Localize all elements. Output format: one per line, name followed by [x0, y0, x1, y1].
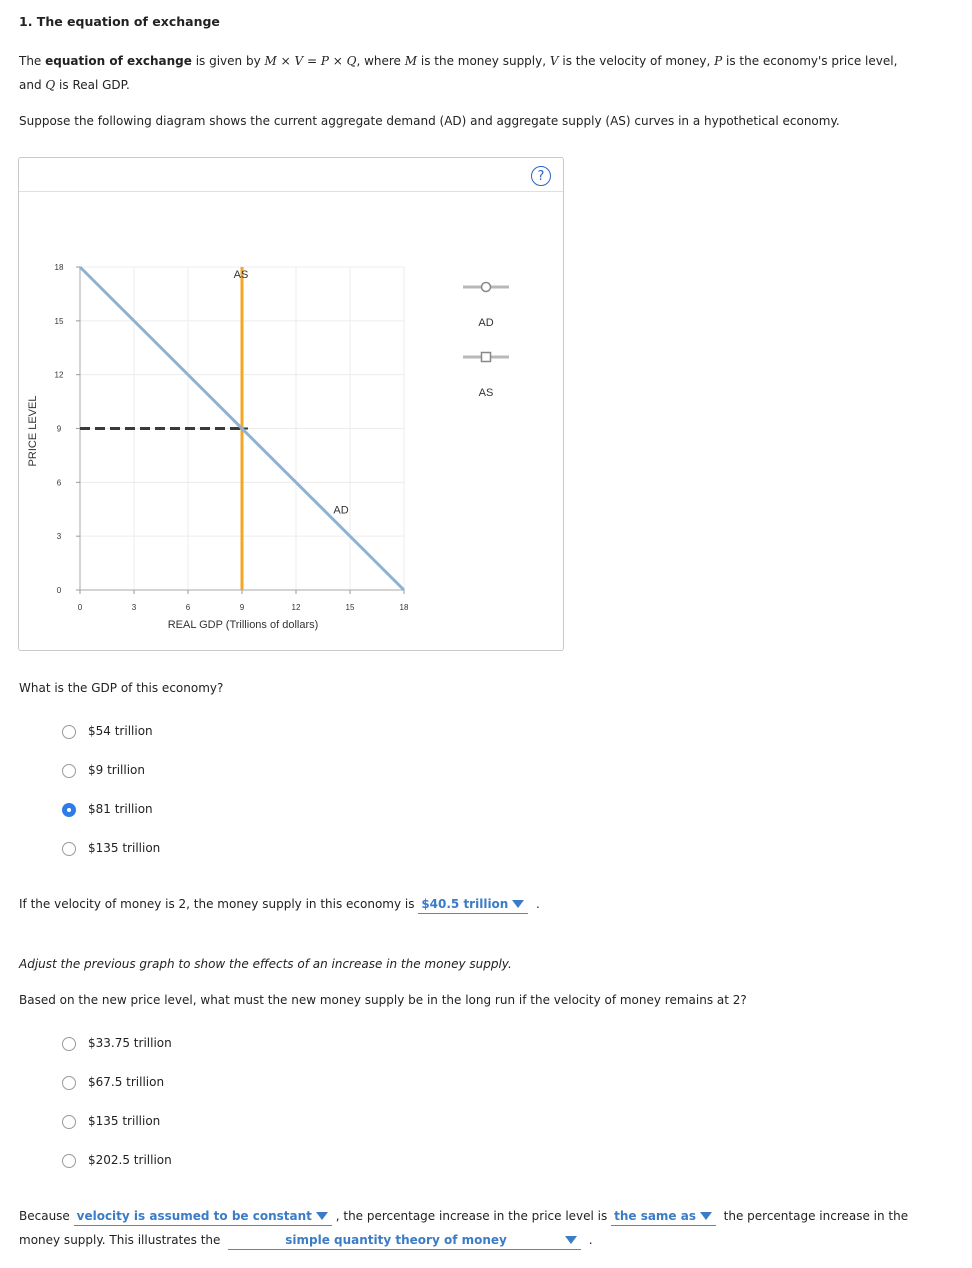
- radio-button[interactable]: [62, 803, 76, 817]
- as-tool-square-icon: [482, 353, 491, 362]
- q2-text: If the velocity of money is 2, the money supply in this economy is: [19, 897, 419, 911]
- q3-option[interactable]: [62, 1102, 172, 1141]
- x-tick-label: 12: [291, 603, 301, 612]
- intro-text: The: [19, 54, 46, 68]
- q3-options: [62, 1024, 172, 1180]
- equation-formula: M × V = P × Q: [264, 54, 357, 68]
- radio-button[interactable]: [62, 1037, 76, 1051]
- y-tick-label: 6: [56, 478, 62, 488]
- option-label: $54 trillion: [88, 723, 153, 738]
- radio-button[interactable]: [62, 764, 76, 778]
- q3-option[interactable]: [62, 1024, 172, 1063]
- x-tick-label: 3: [131, 603, 137, 612]
- ad-curve-label: AD: [333, 504, 349, 517]
- radio-button[interactable]: [62, 1154, 76, 1168]
- x-axis-label: REAL GDP (Trillions of dollars): [167, 619, 319, 631]
- option-label: $135 trillion: [88, 1113, 161, 1128]
- theory-dropdown[interactable]: simple quantity theory of money: [228, 1232, 581, 1250]
- graph-legend[interactable]: [463, 283, 509, 400]
- radio-button[interactable]: [62, 842, 76, 856]
- q1-option[interactable]: [62, 829, 160, 868]
- q1-option[interactable]: [62, 751, 160, 790]
- y-tick-label: 15: [54, 316, 64, 326]
- question-title: 1. The equation of exchange: [19, 14, 220, 29]
- q3-prompt: Based on the new price level, what must the new money supply be in the long run if the velocity of money remains at 2?: [19, 993, 747, 1007]
- option-label: $67.5 trillion: [88, 1074, 165, 1089]
- q2-sentence: If the velocity of money is 2, the money supply in this economy is $40.5 trillion .: [19, 892, 540, 916]
- q1-option[interactable]: [62, 790, 160, 829]
- radio-button[interactable]: [62, 1076, 76, 1090]
- x-tick-label: 9: [239, 603, 245, 612]
- q4-sentence: Because velocity is assumed to be constant , the percentage increase in the price level is the same as the percentage increase in the money supply. This illustrates the simple quantity theory of money .: [19, 1204, 939, 1252]
- q3-option[interactable]: [62, 1141, 172, 1180]
- y-tick-label: 9: [56, 424, 62, 434]
- help-icon[interactable]: ?: [531, 166, 551, 186]
- q3-option[interactable]: [62, 1063, 172, 1102]
- x-tick-label: 6: [185, 603, 191, 612]
- money-supply-dropdown[interactable]: $40.5 trillion: [418, 896, 528, 914]
- graph-axes: [55, 263, 409, 612]
- reason-dropdown[interactable]: velocity is assumed to be constant: [74, 1208, 332, 1226]
- y-tick-label: 12: [54, 370, 64, 380]
- x-tick-label: 0: [77, 603, 83, 612]
- option-label: $33.75 trillion: [88, 1035, 172, 1050]
- legend-ad-label: AD: [478, 317, 494, 329]
- option-label: $135 trillion: [88, 840, 161, 855]
- radio-button[interactable]: [62, 1115, 76, 1129]
- x-tick-label: 18: [399, 603, 409, 612]
- radio-button[interactable]: [62, 725, 76, 739]
- q3-instruction: Adjust the previous graph to show the effects of an increase in the money supply.: [19, 957, 512, 971]
- as-curve-label: AS: [233, 269, 249, 281]
- comparison-dropdown[interactable]: the same as: [611, 1208, 716, 1226]
- y-tick-label: 18: [54, 263, 64, 272]
- y-tick-label: 3: [56, 532, 62, 542]
- intro-bold-term: equation of exchange: [45, 54, 192, 68]
- option-label: $202.5 trillion: [88, 1152, 172, 1167]
- intro-scenario: Suppose the following diagram shows the current aggregate demand (AD) and aggregate supply (AS) curves in a hypothetical economy.: [19, 114, 840, 128]
- legend-as-label: AS: [478, 387, 494, 399]
- q1-prompt: What is the GDP of this economy?: [19, 681, 224, 695]
- q1-options: [62, 712, 160, 868]
- x-tick-label: 15: [345, 603, 355, 612]
- intro-paragraph: The equation of exchange is given by M × V = P × Q, where M is the money supply, V is the velocity of money, P is the economy's price level, and Q is Real GDP.: [19, 54, 898, 92]
- y-tick-label: 0: [56, 586, 62, 595]
- option-label: $81 trillion: [88, 801, 153, 816]
- ad-tool-circle-icon: [482, 283, 491, 292]
- intro-text: is given by: [191, 54, 265, 68]
- option-label: $9 trillion: [88, 762, 146, 777]
- q1-option[interactable]: [62, 712, 160, 751]
- ad-as-graph[interactable]: [19, 158, 563, 650]
- y-axis-label: PRICE LEVEL: [27, 395, 39, 467]
